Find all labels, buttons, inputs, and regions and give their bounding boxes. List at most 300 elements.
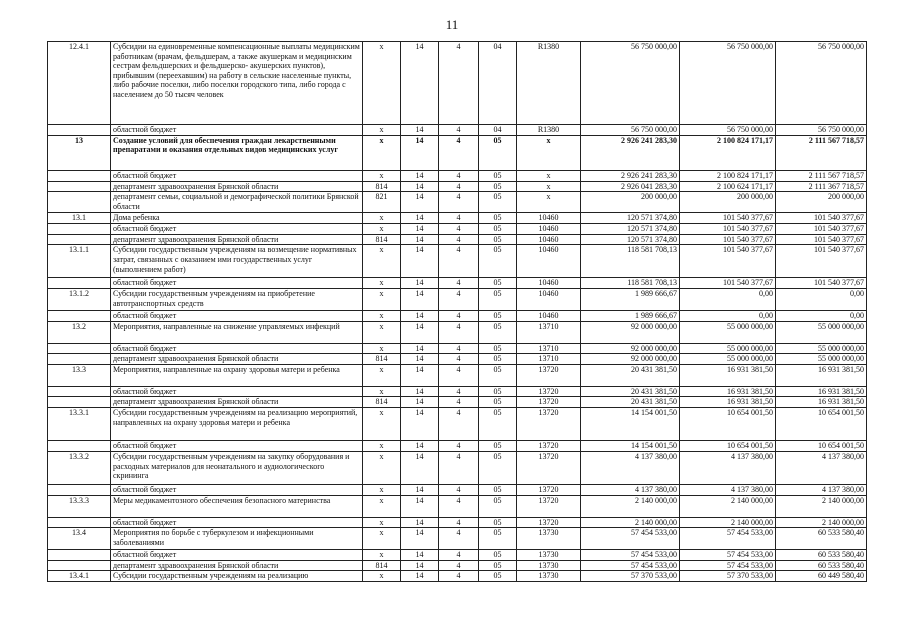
amount-year1-cell: 1 989 666,67 (581, 310, 680, 321)
subprogram-code-cell: 4 (439, 495, 479, 517)
admin-code-cell: х (363, 170, 401, 181)
subprogram-code-cell: 4 (439, 125, 479, 136)
amount-year2-cell: 57 454 533,00 (680, 550, 776, 561)
expense-code-cell: 13720 (517, 517, 581, 528)
row-name-cell: областной бюджет (111, 125, 363, 136)
program-code-cell: 14 (401, 310, 439, 321)
event-code-cell: 05 (479, 213, 517, 224)
amount-year1-cell: 2 140 000,00 (581, 517, 680, 528)
amount-year1-cell: 57 454 533,00 (581, 528, 680, 550)
amount-year1-cell: 1 989 666,67 (581, 288, 680, 310)
program-code-cell: 14 (401, 517, 439, 528)
row-name-cell: департамент здравоохранения Брянской области (111, 181, 363, 192)
event-code-cell: 04 (479, 125, 517, 136)
event-code-cell: 05 (479, 245, 517, 278)
program-code-cell: 14 (401, 550, 439, 561)
admin-code-cell: х (363, 321, 401, 343)
admin-code-cell: х (363, 407, 401, 440)
amount-year1-cell: 120 571 374,80 (581, 224, 680, 235)
row-number-cell (48, 550, 111, 561)
amount-year1-cell: 20 431 381,50 (581, 397, 680, 408)
table-row (48, 550, 867, 561)
expense-code-cell: х (517, 170, 581, 181)
amount-year2-cell: 101 540 377,67 (680, 245, 776, 278)
row-name-cell: Меры медикаментозного обеспечения безопасного материнства (111, 495, 363, 517)
admin-code-cell: 821 (363, 192, 401, 213)
amount-year3-cell: 200 000,00 (776, 192, 867, 213)
admin-code-cell: х (363, 135, 401, 170)
subprogram-code-cell: 4 (439, 288, 479, 310)
row-number-cell: 13 (48, 135, 111, 170)
table-row (48, 310, 867, 321)
event-code-cell: 05 (479, 560, 517, 571)
program-code-cell: 14 (401, 571, 439, 582)
amount-year3-cell: 0,00 (776, 310, 867, 321)
subprogram-code-cell: 4 (439, 354, 479, 365)
table-row (48, 571, 867, 582)
row-name-cell: департамент здравоохранения Брянской области (111, 234, 363, 245)
row-name-cell: департамент здравоохранения Брянской области (111, 397, 363, 408)
admin-code-cell: х (363, 528, 401, 550)
row-name-cell: Субсидии государственным учреждениям на реализацию мероприятий, направленных на охрану здоровья матери и ребенка (111, 407, 363, 440)
amount-year1-cell: 4 137 380,00 (581, 451, 680, 484)
row-number-cell (48, 224, 111, 235)
amount-year3-cell: 60 533 580,40 (776, 528, 867, 550)
row-name-cell: областной бюджет (111, 310, 363, 321)
program-code-cell: 14 (401, 213, 439, 224)
row-number-cell: 13.3.3 (48, 495, 111, 517)
subprogram-code-cell: 4 (439, 310, 479, 321)
table-row (48, 407, 867, 440)
expense-code-cell: 13720 (517, 484, 581, 495)
row-name-cell: департамент здравоохранения Брянской области (111, 560, 363, 571)
amount-year1-cell: 200 000,00 (581, 192, 680, 213)
amount-year2-cell: 4 137 380,00 (680, 451, 776, 484)
row-name-cell: областной бюджет (111, 517, 363, 528)
row-number-cell: 13.1 (48, 213, 111, 224)
expense-code-cell: 13710 (517, 321, 581, 343)
program-code-cell: 14 (401, 343, 439, 354)
subprogram-code-cell: 4 (439, 386, 479, 397)
admin-code-cell: х (363, 571, 401, 582)
admin-code-cell: х (363, 288, 401, 310)
event-code-cell: 05 (479, 517, 517, 528)
amount-year1-cell: 57 370 533,00 (581, 571, 680, 582)
program-code-cell: 14 (401, 125, 439, 136)
expense-code-cell: 13730 (517, 528, 581, 550)
event-code-cell: 05 (479, 440, 517, 451)
admin-code-cell: 814 (363, 234, 401, 245)
subprogram-code-cell: 4 (439, 321, 479, 343)
table-row (48, 517, 867, 528)
amount-year1-cell: 2 140 000,00 (581, 495, 680, 517)
amount-year2-cell: 10 654 001,50 (680, 440, 776, 451)
table-row (48, 397, 867, 408)
subprogram-code-cell: 4 (439, 343, 479, 354)
expense-code-cell: 13730 (517, 550, 581, 561)
page-number: 11 (445, 17, 459, 32)
expense-code-cell: 10460 (517, 278, 581, 289)
row-number-cell: 13.4.1 (48, 571, 111, 582)
program-code-cell: 14 (401, 386, 439, 397)
row-name-cell: Мероприятия по борьбе с туберкулезом и инфекционными заболеваниями (111, 528, 363, 550)
amount-year3-cell: 2 111 567 718,57 (776, 135, 867, 170)
admin-code-cell: х (363, 364, 401, 386)
row-name-cell: Субсидии на единовременные компенсационные выплаты медицинским работникам (врачам, фельдшерам, а также акушеркам и медицинским сестрам фельдшерских и фельдшерско- акушерских пунктов), прибывшим (переехавшим) на работу в сельские населенные пункты, либо рабочие поселки, либо поселки городского типа, либо города с населением до 50 тысяч человек (111, 42, 363, 125)
amount-year3-cell: 60 449 580,40 (776, 571, 867, 582)
expense-code-cell: 13730 (517, 571, 581, 582)
program-code-cell: 14 (401, 321, 439, 343)
amount-year3-cell: 2 140 000,00 (776, 517, 867, 528)
row-number-cell: 13.4 (48, 528, 111, 550)
program-code-cell: 14 (401, 181, 439, 192)
amount-year1-cell: 2 926 241 283,30 (581, 170, 680, 181)
subprogram-code-cell: 4 (439, 135, 479, 170)
row-number-cell: 12.4.1 (48, 42, 111, 125)
row-number-cell (48, 310, 111, 321)
amount-year2-cell: 57 370 533,00 (680, 571, 776, 582)
expense-code-cell: 13720 (517, 364, 581, 386)
expense-code-cell: 13720 (517, 397, 581, 408)
program-code-cell: 14 (401, 278, 439, 289)
table-row (48, 192, 867, 213)
row-number-cell (48, 386, 111, 397)
amount-year2-cell: 55 000 000,00 (680, 343, 776, 354)
expense-code-cell: 10460 (517, 288, 581, 310)
admin-code-cell: х (363, 550, 401, 561)
program-code-cell: 14 (401, 234, 439, 245)
event-code-cell: 05 (479, 170, 517, 181)
row-name-cell: областной бюджет (111, 440, 363, 451)
event-code-cell: 05 (479, 484, 517, 495)
row-number-cell (48, 354, 111, 365)
amount-year1-cell: 92 000 000,00 (581, 354, 680, 365)
row-name-cell: Дома ребенка (111, 213, 363, 224)
program-code-cell: 14 (401, 484, 439, 495)
table-row (48, 125, 867, 136)
event-code-cell: 05 (479, 528, 517, 550)
amount-year3-cell: 56 750 000,00 (776, 125, 867, 136)
expense-code-cell: 13720 (517, 440, 581, 451)
amount-year2-cell: 2 140 000,00 (680, 517, 776, 528)
row-number-cell: 13.1.2 (48, 288, 111, 310)
subprogram-code-cell: 4 (439, 571, 479, 582)
event-code-cell: 05 (479, 386, 517, 397)
table-row (48, 224, 867, 235)
row-name-cell: департамент семьи, социальной и демографической политики Брянской области (111, 192, 363, 213)
amount-year1-cell: 56 750 000,00 (581, 42, 680, 125)
subprogram-code-cell: 4 (439, 42, 479, 125)
amount-year2-cell: 101 540 377,67 (680, 213, 776, 224)
row-number-cell: 13.3 (48, 364, 111, 386)
expense-code-cell: 13720 (517, 386, 581, 397)
event-code-cell: 05 (479, 495, 517, 517)
program-code-cell: 14 (401, 364, 439, 386)
admin-code-cell: х (363, 125, 401, 136)
event-code-cell: 05 (479, 550, 517, 561)
table-row (48, 343, 867, 354)
admin-code-cell: х (363, 517, 401, 528)
row-number-cell (48, 192, 111, 213)
table-row (48, 451, 867, 484)
row-name-cell: Субсидии государственным учреждениям на закупку оборудования и расходных материалов для неонатального и аудиологического скрининга (111, 451, 363, 484)
event-code-cell: 05 (479, 397, 517, 408)
program-code-cell: 14 (401, 288, 439, 310)
amount-year3-cell: 10 654 001,50 (776, 407, 867, 440)
event-code-cell: 05 (479, 354, 517, 365)
amount-year1-cell: 57 454 533,00 (581, 560, 680, 571)
subprogram-code-cell: 4 (439, 528, 479, 550)
row-name-cell: областной бюджет (111, 170, 363, 181)
amount-year2-cell: 57 454 533,00 (680, 560, 776, 571)
row-name-cell: Субсидии государственным учреждениям на возмещение нормативных затрат, связанных с оказанием ими государственных услуг (выполнением работ) (111, 245, 363, 278)
amount-year3-cell: 2 111 567 718,57 (776, 170, 867, 181)
subprogram-code-cell: 4 (439, 170, 479, 181)
amount-year3-cell: 4 137 380,00 (776, 484, 867, 495)
expense-code-cell: 13710 (517, 343, 581, 354)
amount-year3-cell: 16 931 381,50 (776, 397, 867, 408)
amount-year1-cell: 57 454 533,00 (581, 550, 680, 561)
table-row (48, 354, 867, 365)
expense-code-cell: 13720 (517, 407, 581, 440)
amount-year2-cell: 200 000,00 (680, 192, 776, 213)
program-code-cell: 14 (401, 245, 439, 278)
amount-year2-cell: 2 140 000,00 (680, 495, 776, 517)
event-code-cell: 04 (479, 42, 517, 125)
row-name-cell: Создание условий для обеспечения граждан лекарственными препаратами и оказания отдельных видов медицинских услуг (111, 135, 363, 170)
subprogram-code-cell: 4 (439, 364, 479, 386)
amount-year3-cell: 60 533 580,40 (776, 550, 867, 561)
amount-year1-cell: 92 000 000,00 (581, 343, 680, 354)
row-number-cell: 13.3.1 (48, 407, 111, 440)
table-row (48, 288, 867, 310)
event-code-cell: 05 (479, 321, 517, 343)
amount-year2-cell: 10 654 001,50 (680, 407, 776, 440)
expense-code-cell: 10460 (517, 310, 581, 321)
amount-year3-cell: 10 654 001,50 (776, 440, 867, 451)
table-row (48, 386, 867, 397)
admin-code-cell: х (363, 495, 401, 517)
amount-year3-cell: 4 137 380,00 (776, 451, 867, 484)
row-number-cell (48, 181, 111, 192)
subprogram-code-cell: 4 (439, 213, 479, 224)
subprogram-code-cell: 4 (439, 397, 479, 408)
expense-code-cell: R1380 (517, 125, 581, 136)
program-code-cell: 14 (401, 42, 439, 125)
amount-year2-cell: 55 000 000,00 (680, 321, 776, 343)
row-number-cell (48, 517, 111, 528)
amount-year3-cell: 0,00 (776, 288, 867, 310)
amount-year1-cell: 2 926 241 283,30 (581, 135, 680, 170)
amount-year3-cell: 56 750 000,00 (776, 42, 867, 125)
row-name-cell: департамент здравоохранения Брянской области (111, 354, 363, 365)
subprogram-code-cell: 4 (439, 550, 479, 561)
subprogram-code-cell: 4 (439, 245, 479, 278)
expense-code-cell: 13720 (517, 495, 581, 517)
program-code-cell: 14 (401, 407, 439, 440)
table-row (48, 170, 867, 181)
admin-code-cell: 814 (363, 397, 401, 408)
amount-year2-cell: 2 100 624 171,17 (680, 181, 776, 192)
admin-code-cell: х (363, 484, 401, 495)
amount-year3-cell: 55 000 000,00 (776, 354, 867, 365)
program-code-cell: 14 (401, 528, 439, 550)
subprogram-code-cell: 4 (439, 560, 479, 571)
amount-year2-cell: 16 931 381,50 (680, 397, 776, 408)
event-code-cell: 05 (479, 224, 517, 235)
amount-year1-cell: 20 431 381,50 (581, 364, 680, 386)
program-code-cell: 14 (401, 354, 439, 365)
event-code-cell: 05 (479, 234, 517, 245)
table-row (48, 321, 867, 343)
table-row (48, 528, 867, 550)
program-code-cell: 14 (401, 397, 439, 408)
amount-year2-cell: 101 540 377,67 (680, 234, 776, 245)
table-row (48, 278, 867, 289)
table-row (48, 245, 867, 278)
table-row (48, 364, 867, 386)
event-code-cell: 05 (479, 135, 517, 170)
row-name-cell: Субсидии государственным учреждениям на реализацию (111, 571, 363, 582)
program-code-cell: 14 (401, 224, 439, 235)
subprogram-code-cell: 4 (439, 234, 479, 245)
row-name-cell: областной бюджет (111, 484, 363, 495)
table-row (48, 213, 867, 224)
table-row (48, 484, 867, 495)
event-code-cell: 05 (479, 343, 517, 354)
amount-year1-cell: 120 571 374,80 (581, 213, 680, 224)
amount-year2-cell: 16 931 381,50 (680, 386, 776, 397)
table-row (48, 181, 867, 192)
amount-year3-cell: 101 540 377,67 (776, 234, 867, 245)
admin-code-cell: х (363, 386, 401, 397)
program-code-cell: 14 (401, 170, 439, 181)
admin-code-cell: х (363, 245, 401, 278)
expense-code-cell: 10460 (517, 234, 581, 245)
row-number-cell (48, 440, 111, 451)
row-number-cell (48, 170, 111, 181)
expense-code-cell: х (517, 181, 581, 192)
table-row (48, 560, 867, 571)
event-code-cell: 05 (479, 310, 517, 321)
amount-year3-cell: 55 000 000,00 (776, 343, 867, 354)
amount-year3-cell: 101 540 377,67 (776, 278, 867, 289)
amount-year3-cell: 55 000 000,00 (776, 321, 867, 343)
amount-year2-cell: 56 750 000,00 (680, 125, 776, 136)
amount-year2-cell: 101 540 377,67 (680, 278, 776, 289)
amount-year3-cell: 101 540 377,67 (776, 245, 867, 278)
amount-year1-cell: 20 431 381,50 (581, 386, 680, 397)
admin-code-cell: х (363, 224, 401, 235)
amount-year3-cell: 101 540 377,67 (776, 213, 867, 224)
row-name-cell: Мероприятия, направленные на охрану здоровья матери и ребенка (111, 364, 363, 386)
event-code-cell: 05 (479, 192, 517, 213)
amount-year2-cell: 2 100 824 171,17 (680, 170, 776, 181)
subprogram-code-cell: 4 (439, 181, 479, 192)
subprogram-code-cell: 4 (439, 440, 479, 451)
subprogram-code-cell: 4 (439, 484, 479, 495)
event-code-cell: 05 (479, 451, 517, 484)
amount-year3-cell: 2 111 367 718,57 (776, 181, 867, 192)
amount-year1-cell: 2 926 041 283,30 (581, 181, 680, 192)
row-number-cell (48, 343, 111, 354)
admin-code-cell: х (363, 42, 401, 125)
amount-year3-cell: 16 931 381,50 (776, 386, 867, 397)
event-code-cell: 05 (479, 407, 517, 440)
row-number-cell: 13.2 (48, 321, 111, 343)
table-row (48, 234, 867, 245)
row-name-cell: областной бюджет (111, 278, 363, 289)
row-name-cell: областной бюджет (111, 550, 363, 561)
admin-code-cell: х (363, 310, 401, 321)
amount-year3-cell: 16 931 381,50 (776, 364, 867, 386)
row-number-cell (48, 484, 111, 495)
amount-year1-cell: 118 581 708,13 (581, 245, 680, 278)
amount-year1-cell: 120 571 374,80 (581, 234, 680, 245)
amount-year2-cell: 0,00 (680, 310, 776, 321)
subprogram-code-cell: 4 (439, 278, 479, 289)
amount-year1-cell: 118 581 708,13 (581, 278, 680, 289)
program-code-cell: 14 (401, 192, 439, 213)
amount-year2-cell: 55 000 000,00 (680, 354, 776, 365)
program-code-cell: 14 (401, 560, 439, 571)
program-code-cell: 14 (401, 495, 439, 517)
amount-year1-cell: 56 750 000,00 (581, 125, 680, 136)
table-row (48, 42, 867, 125)
table-row (48, 495, 867, 517)
amount-year2-cell: 56 750 000,00 (680, 42, 776, 125)
expense-code-cell: 13710 (517, 354, 581, 365)
expense-code-cell: х (517, 135, 581, 170)
row-number-cell (48, 125, 111, 136)
admin-code-cell: 814 (363, 181, 401, 192)
expense-code-cell: 10460 (517, 224, 581, 235)
admin-code-cell: х (363, 440, 401, 451)
admin-code-cell: х (363, 451, 401, 484)
amount-year2-cell: 101 540 377,67 (680, 224, 776, 235)
amount-year2-cell: 4 137 380,00 (680, 484, 776, 495)
admin-code-cell: х (363, 278, 401, 289)
expense-code-cell: 13720 (517, 451, 581, 484)
amount-year3-cell: 2 140 000,00 (776, 495, 867, 517)
event-code-cell: 05 (479, 278, 517, 289)
admin-code-cell: 814 (363, 354, 401, 365)
event-code-cell: 05 (479, 571, 517, 582)
amount-year2-cell: 2 100 824 171,17 (680, 135, 776, 170)
row-name-cell: областной бюджет (111, 343, 363, 354)
amount-year2-cell: 57 454 533,00 (680, 528, 776, 550)
program-code-cell: 14 (401, 451, 439, 484)
subprogram-code-cell: 4 (439, 407, 479, 440)
row-number-cell (48, 560, 111, 571)
expense-code-cell: R1380 (517, 42, 581, 125)
row-number-cell (48, 278, 111, 289)
budget-table (47, 41, 867, 582)
admin-code-cell: х (363, 213, 401, 224)
row-number-cell (48, 234, 111, 245)
amount-year1-cell: 92 000 000,00 (581, 321, 680, 343)
amount-year2-cell: 0,00 (680, 288, 776, 310)
amount-year1-cell: 4 137 380,00 (581, 484, 680, 495)
row-number-cell (48, 397, 111, 408)
admin-code-cell: х (363, 343, 401, 354)
amount-year2-cell: 16 931 381,50 (680, 364, 776, 386)
amount-year3-cell: 101 540 377,67 (776, 224, 867, 235)
amount-year3-cell: 60 533 580,40 (776, 560, 867, 571)
row-name-cell: областной бюджет (111, 224, 363, 235)
program-code-cell: 14 (401, 440, 439, 451)
expense-code-cell: 10460 (517, 213, 581, 224)
